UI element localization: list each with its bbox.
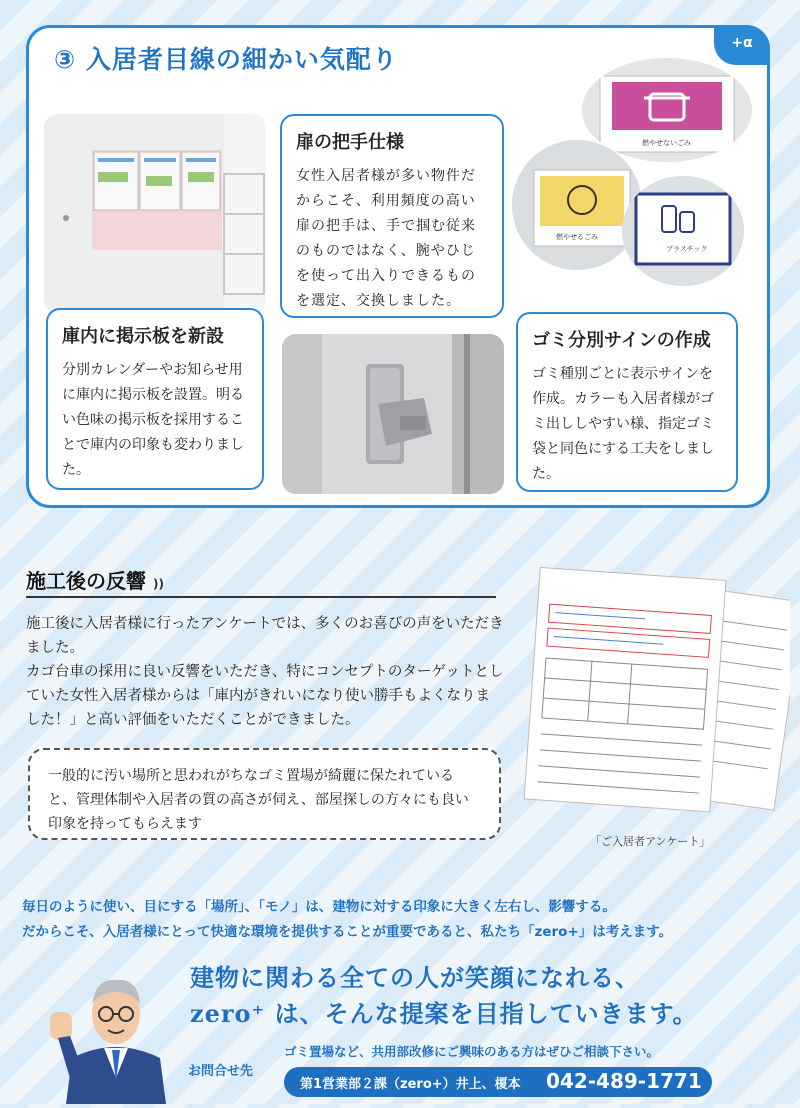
- contact-label: お問合せ先: [188, 1064, 254, 1079]
- contact-phone[interactable]: 042-489-1771: [546, 1069, 702, 1093]
- corner-tag: +α: [714, 25, 770, 65]
- contact-note: ゴミ置場など、共用部改修にご興味のある方はぜひご相談下さい。: [284, 1044, 660, 1059]
- card-door-handle-title: 扉の把手仕様: [296, 132, 404, 153]
- reaction-title: [26, 565, 164, 594]
- slogan-line-2: zero⁺ は、そんな提案を目指していきます。: [190, 999, 698, 1028]
- card-garbage-sign-title: ゴミ分別サインの作成: [532, 330, 711, 351]
- card-garbage-sign: [516, 312, 738, 492]
- section-title: ③ 入居者目線の細かい気配り: [54, 45, 398, 74]
- sign-label-plastic: プラスチック: [666, 245, 708, 253]
- card-door-handle: [280, 114, 504, 318]
- sign-photo-pot: [582, 58, 752, 162]
- card-bulletin-board-text: 分別カレンダーやお知らせ用に庫内に掲示板を設置。明るい色味の掲示板を採用することで庫内の印象も変わりました。: [62, 362, 244, 478]
- closing-line-1: 毎日のように使い、目にする「場所」、「モノ」は、建物に対する印象に大きく左右し、影響する。: [22, 899, 616, 915]
- card-bulletin-board-title: 庫内に掲示板を新設: [62, 326, 224, 347]
- bulletin-board-photo: [44, 114, 266, 314]
- card-bulletin-board: [46, 308, 264, 490]
- survey-caption: 「ご入居者アンケート」: [590, 835, 711, 848]
- contact-department: 第1営業部２課（zero+）井上、榎本: [300, 1077, 521, 1092]
- sign-photo-bag: [512, 140, 642, 270]
- reaction-title-text: 施工後の反響: [26, 569, 146, 593]
- signal-icon: )): [152, 577, 164, 591]
- contact-bar: [284, 1067, 712, 1097]
- reaction-paragraph-1: 施工後に入居者様に行ったアンケートでは、多くのお喜びの声をいただきました。: [26, 616, 504, 656]
- reaction-divider: [26, 596, 496, 598]
- reaction-paragraph-2: カゴ台車の採用に良い反響をいただき、特にコンセプトのターゲットとしていた女性入居者様からは「庫内がきれいになり使い勝手もよくなりました！」と高い評価をいただくことができました。: [26, 664, 504, 728]
- sign-label-bag: 燃やせるごみ: [556, 233, 598, 241]
- survey-documents-image: [520, 560, 790, 822]
- businessman-illustration: [46, 958, 186, 1104]
- sign-photo-plastic: [622, 176, 744, 286]
- slogan-line-1: 建物に関わる全ての人が笑顔になれる、: [190, 963, 640, 992]
- closing-line-2: だからこそ、入居者様にとって快適な環境を提供することが重要であると、私たち「zero+」は考えます。: [22, 924, 673, 940]
- card-door-handle-text: 女性入居者様が多い物件だからこそ、利用頻度の高い扉の把手は、手で掴む従来のものではなく、腕やひじを使って出入りできるものを選定、交換しました。: [296, 168, 476, 309]
- card-garbage-sign-text: ゴミ種別ごとに表示サインを作成。カラーも入居者様がゴミ出ししやすい様、指定ゴミ袋と同色にする工夫をしました。: [532, 366, 714, 482]
- reaction-quote: 一般的に汚い場所と思われがちなゴミ置場が綺麗に保たれていると、管理体制や入居者の質の高さが伺え、部屋探しの方々にも良い印象を持ってもらえます: [28, 748, 501, 840]
- door-handle-photo: [282, 334, 504, 494]
- sign-label-pot: 燃やせないごみ: [642, 139, 691, 147]
